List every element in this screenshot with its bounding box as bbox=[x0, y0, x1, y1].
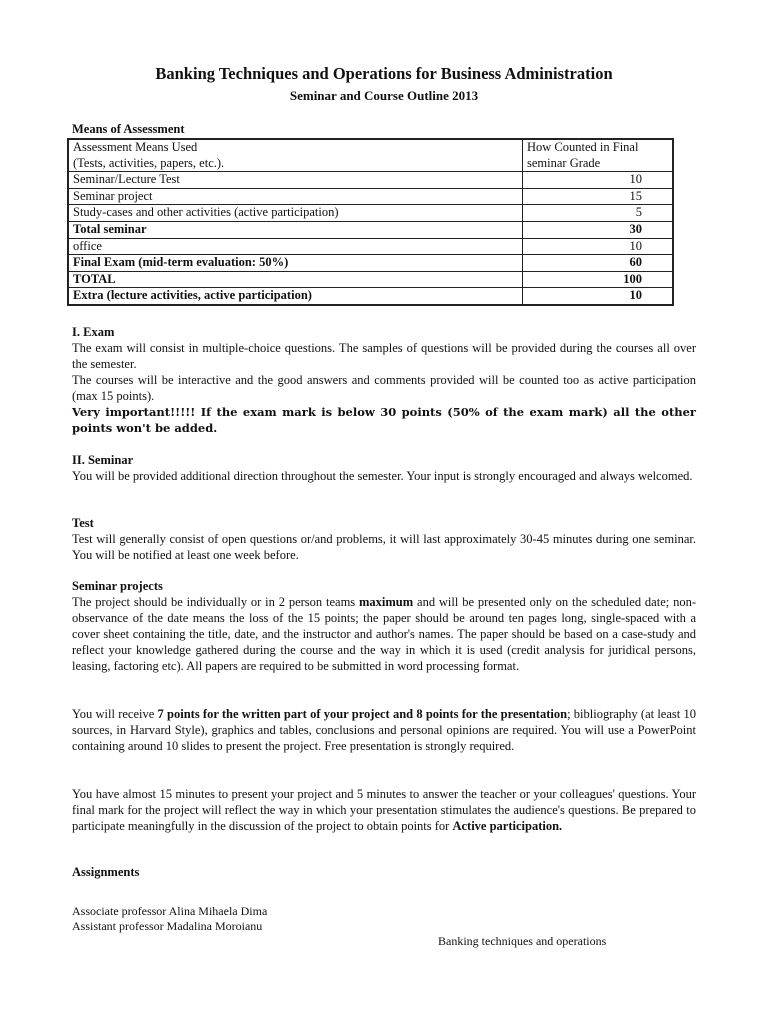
table-row bbox=[68, 188, 673, 205]
exam-paragraph-2: The courses will be interactive and the good answers and comments provided will be counted too as active participation (max 15 points). bbox=[72, 373, 696, 403]
row-label: TOTAL bbox=[68, 271, 523, 288]
header-col2-line1: How Counted in Final bbox=[527, 140, 639, 154]
header-col1-line1: Assessment Means Used bbox=[73, 140, 198, 154]
table-header-row bbox=[68, 139, 673, 172]
projects-p2-text-b: ; bibliography (at least 10 sources, in Harvard Style), graphics and tables, conclusions and personal opinions are required. You will use a PowerPoint containing around 10 slides to present the project. Free presentation is strongly required. bbox=[72, 707, 696, 753]
projects-p1-text-b: and will be presented only on the scheduled date; non-observance of the date means the loss of the 15 points; the paper should be around ten pages long, single-spaced with a cover sheet containing the title, date, and the instructor and author's names. The paper should be based on a case-study and reflect your knowledge gathered during the course and the way in which it is used (credit analysis for juridical persons, leasing, factoring etc). All papers are required to be submitted in word processing format. bbox=[72, 595, 696, 673]
row-value: 5 bbox=[523, 205, 674, 222]
projects-paragraph-3 bbox=[72, 786, 696, 834]
table-row bbox=[68, 238, 673, 255]
table-row-extra bbox=[68, 288, 673, 305]
document-subtitle: Seminar and Course Outline 2013 bbox=[289, 88, 479, 103]
table-row bbox=[68, 205, 673, 222]
row-label: Final Exam (mid-term evaluation: 50%) bbox=[68, 255, 523, 272]
projects-presentation-paragraph bbox=[72, 786, 696, 834]
seminar-section bbox=[72, 452, 696, 484]
header-assessment-means bbox=[68, 139, 523, 172]
header-how-counted bbox=[523, 139, 674, 172]
signature-line-2: Assistant professor Madalina Moroianu bbox=[72, 919, 263, 933]
row-label: Extra (lecture activities, active participation) bbox=[68, 288, 523, 305]
table-row-final-exam bbox=[68, 255, 673, 272]
table-row-total bbox=[68, 271, 673, 288]
test-paragraph: Test will generally consist of open questions or/and problems, it will last approximately 30-45 minutes during one seminar. You will be notified at least one week before. bbox=[72, 532, 696, 562]
header-col1-line2: (Tests, activities, papers, etc.). bbox=[73, 155, 225, 170]
page-footer: Banking techniques and operations bbox=[438, 934, 607, 948]
projects-points-paragraph bbox=[72, 706, 696, 754]
projects-p1-bold: maximum bbox=[359, 595, 414, 609]
seminar-paragraph: You will be provided additional direction throughout the semester. Your input is strongly encouraged and always welcomed. bbox=[72, 469, 693, 483]
means-of-assessment-label: Means of Assessment bbox=[72, 122, 185, 136]
projects-paragraph-2 bbox=[72, 706, 696, 754]
exam-important-note: Very important!!!!! If the exam mark is below 30 points (50% of the exam mark) all the other points won't be added. bbox=[72, 405, 696, 435]
test-heading: Test bbox=[72, 516, 94, 530]
row-value: 10 bbox=[523, 172, 674, 189]
projects-p3-text-a: You have almost 15 minutes to present your project and 5 minutes to answer the teacher or your colleagues' questions. Your final mark for the project will reflect the way in which your presentation stimulates the audience's questions. Be prepared to participate meaningfully in the discussion of the project to obtain points for bbox=[72, 787, 696, 833]
row-label: Total seminar bbox=[68, 221, 523, 238]
exam-heading: I. Exam bbox=[72, 325, 115, 339]
assignments-heading: Assignments bbox=[72, 865, 140, 879]
projects-p2-bold: 7 points for the written part of your project and 8 points for the presentation bbox=[157, 707, 568, 721]
row-label: Seminar/Lecture Test bbox=[68, 172, 523, 189]
exam-paragraph-1: The exam will consist in multiple-choice questions. The samples of questions will be provided during the courses all over the semester. bbox=[72, 341, 696, 371]
row-label: office bbox=[68, 238, 523, 255]
header-col2-line2: seminar Grade bbox=[527, 155, 601, 170]
row-value: 30 bbox=[523, 221, 674, 238]
row-value: 60 bbox=[523, 255, 674, 272]
projects-p2-text-a: You will receive bbox=[72, 707, 158, 721]
projects-heading: Seminar projects bbox=[72, 579, 163, 593]
row-label: Study-cases and other activities (active participation) bbox=[68, 205, 523, 222]
table-row bbox=[68, 172, 673, 189]
seminar-heading: II. Seminar bbox=[72, 453, 134, 467]
row-value: 10 bbox=[523, 288, 674, 305]
table-row-total-seminar bbox=[68, 221, 673, 238]
row-value: 10 bbox=[523, 238, 674, 255]
signature-line-1: Associate professor Alina Mihaela Dima bbox=[72, 904, 268, 918]
signatures bbox=[72, 904, 267, 934]
assessment-table bbox=[67, 138, 674, 306]
test-section bbox=[72, 515, 696, 563]
exam-section bbox=[72, 324, 696, 436]
projects-section bbox=[72, 578, 696, 674]
projects-p3-bold: Active participation. bbox=[452, 819, 563, 833]
row-value: 15 bbox=[523, 188, 674, 205]
projects-p1-text-a: The project should be individually or in 2 person teams bbox=[72, 595, 359, 609]
projects-paragraph-1 bbox=[72, 594, 696, 674]
row-label: Seminar project bbox=[68, 188, 523, 205]
row-value: 100 bbox=[523, 271, 674, 288]
document-title: Banking Techniques and Operations for Business Administration bbox=[155, 64, 613, 83]
